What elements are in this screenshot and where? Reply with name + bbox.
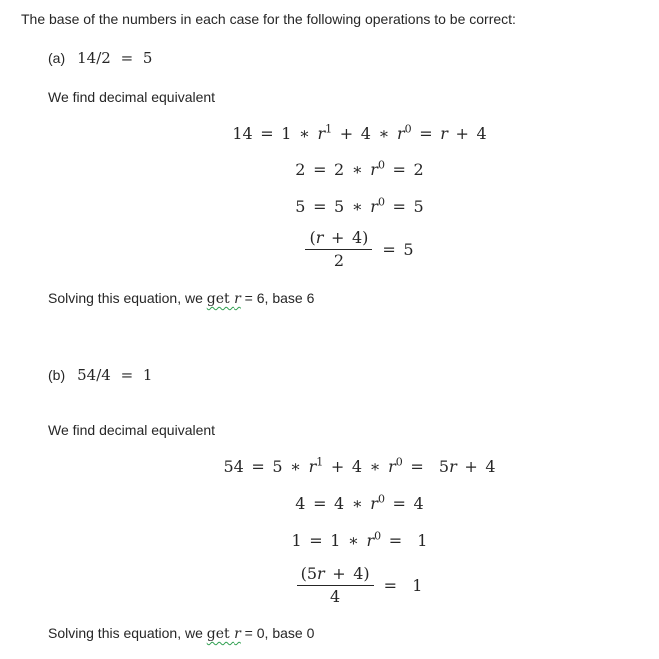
equation-a3: 5 = 5 ∗ $r^0 = 5$ [295, 195, 424, 216]
intro-a: We find decimal equivalent [48, 89, 216, 105]
conclusion-a-result: = 6, base 6 [240, 290, 315, 306]
conclusion-a-grammar-flagged-text: get r [206, 291, 241, 307]
fraction-a-denominator: 2 [333, 251, 344, 270]
document-title: The base of the numbers in each case for the following operations to be correct: [21, 11, 516, 27]
fraction-b-denominator: 4 [330, 587, 341, 606]
conclusion-b-grammar-flagged-text: get r [206, 626, 241, 642]
equation-a2: 2 = 2 ∗ $r^0 = 2$ [295, 158, 424, 179]
fraction-a [305, 228, 372, 270]
equation-b3: 1 = 1 ∗ $r^0 = 1$ [291, 529, 428, 550]
fraction-b-rhs: = 1 [383, 575, 423, 595]
conclusion-b-result: = 0, base 0 [240, 625, 315, 641]
fraction-a-rhs: = 5 [382, 239, 414, 259]
problem-a-expression: 14/2 = 5 [77, 49, 153, 67]
equation-a4-fraction-line [60, 228, 659, 270]
problem-b [48, 367, 659, 384]
fraction-b-numerator: (5r + 4) [297, 564, 374, 586]
equation-b2: 4 = 4 ∗ $r^0 = 4$ [295, 492, 424, 513]
conclusion-b-pre: Solving this equation, we [48, 625, 207, 641]
problem-a-label: (a) [48, 50, 66, 66]
problem-b-label: (b) [48, 367, 66, 383]
conclusion-a-pre: Solving this equation, we [48, 290, 207, 306]
conclusion-b [48, 625, 659, 643]
equation-a1: 14 = 1 ∗ $r^1 + 4$ ∗ $r^0 = r + 4$ [232, 122, 487, 143]
problem-a [48, 50, 659, 67]
intro-b: We find decimal equivalent [48, 422, 216, 438]
fraction-b [297, 564, 374, 606]
conclusion-a [48, 290, 659, 308]
equation-b4-fraction-line [60, 564, 659, 606]
equation-b1: 54 = 5 ∗ $r^1 + 4$ ∗ $r^0 = 5r + 4$ [223, 455, 496, 476]
problem-b-expression: 54/4 = 1 [77, 366, 153, 384]
fraction-a-numerator: (r + 4) [305, 228, 372, 250]
